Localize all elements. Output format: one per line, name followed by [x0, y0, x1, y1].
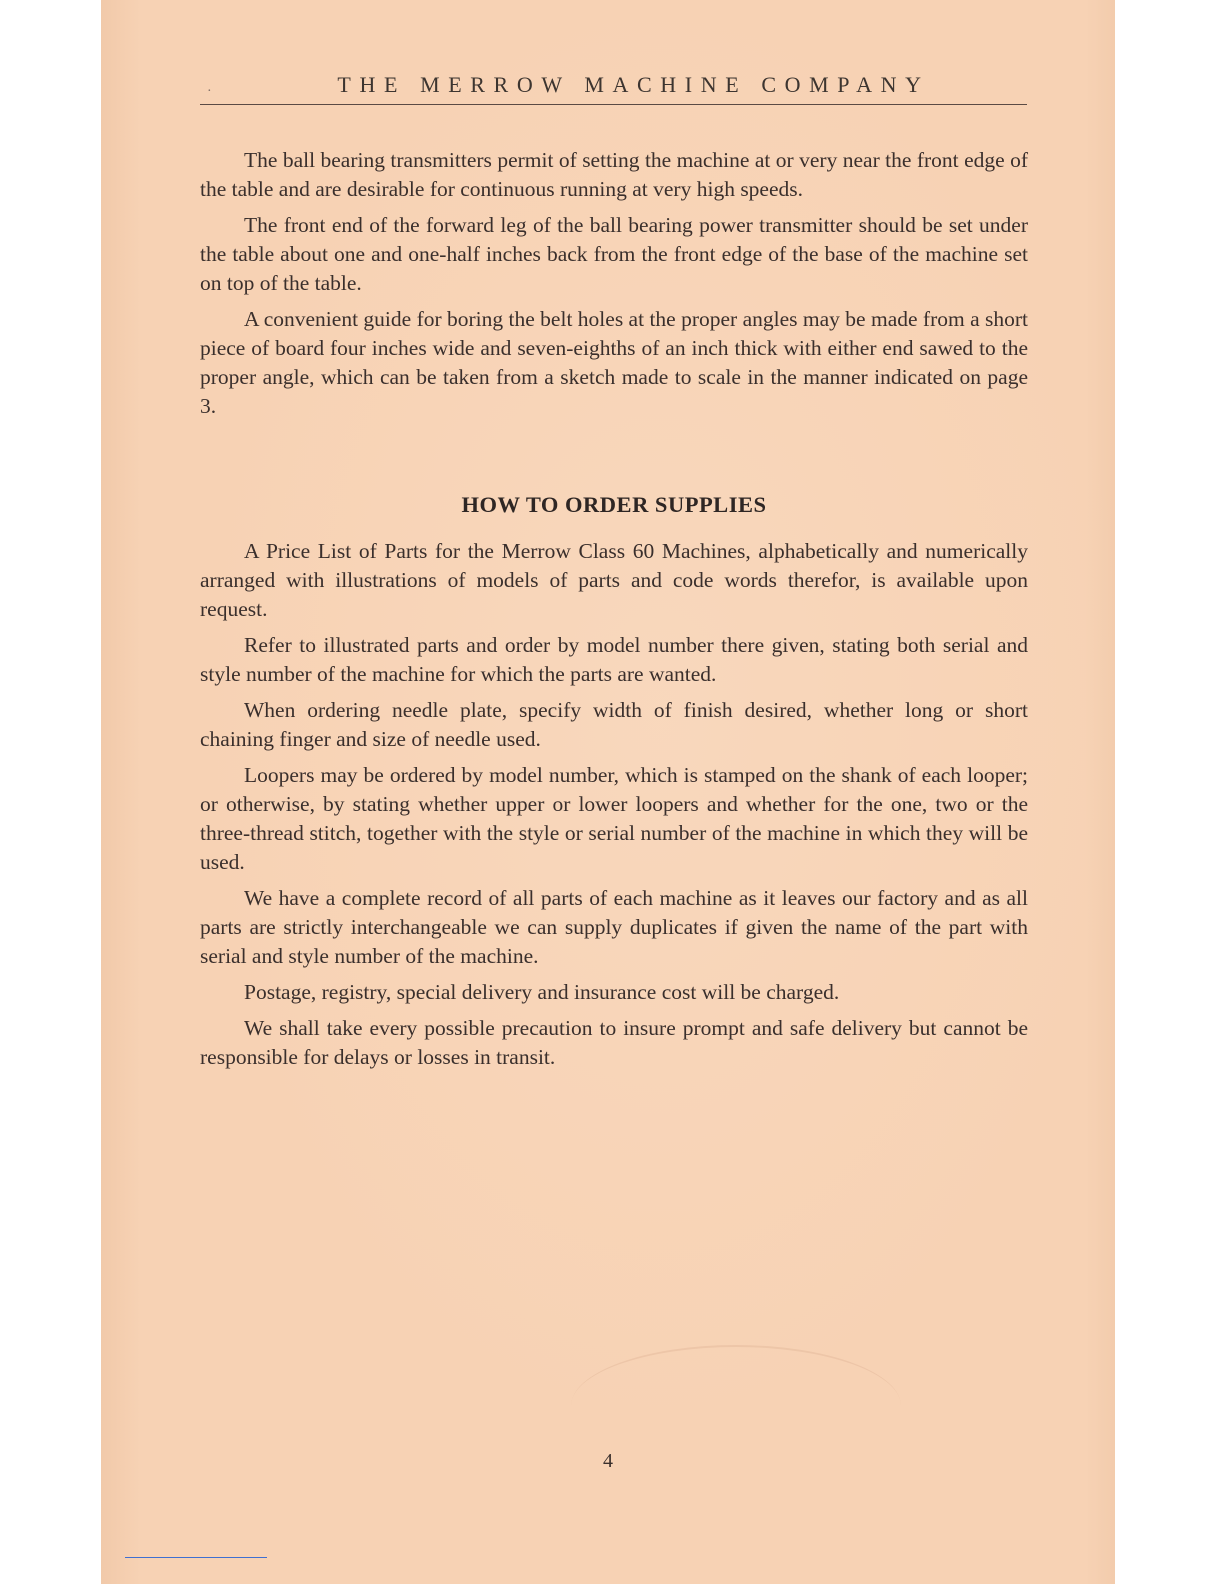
page-number: 4 — [603, 1450, 613, 1472]
paragraph: A convenient guide for boring the belt holes at the proper angles may be made from a short piece of board four inches wide and seven-eighths of an inch thick with either end sawed to the proper angle, which can be taken from a sketch made to scale in the manner indicated on page 3. — [200, 307, 1028, 418]
paragraph: When ordering needle plate, specify width of finish desired, whether long or short chaining finger and size of needle used. — [200, 698, 1028, 751]
header-mark: · — [207, 84, 212, 99]
section-text — [200, 537, 1028, 1079]
paragraph: We shall take every possible precaution to insure prompt and safe delivery but cannot be responsible for delays or losses in transit. — [200, 1016, 1028, 1069]
intro-text — [200, 146, 1028, 428]
selection-underline — [125, 1557, 267, 1558]
paragraph: A Price List of Parts for the Merrow Class 60 Machines, alphabetically and numerically arranged with illustrations of models of parts and code words therefor, is available upon request. — [200, 539, 1028, 621]
document-page — [101, 0, 1115, 1584]
paper-stain — [571, 1345, 901, 1467]
section-heading: HOW TO ORDER SUPPLIES — [461, 492, 767, 517]
paragraph: Refer to illustrated parts and order by model number there given, stating both serial and style number of the machine for which the parts are wanted. — [200, 633, 1028, 686]
header-title: THE MERROW MACHINE COMPANY — [337, 72, 930, 97]
paragraph: Loopers may be ordered by model number, which is stamped on the shank of each looper; or otherwise, by stating whether upper or lower loopers and whether for the one, two or the three-thread stitch, together with the style or serial number of the machine in which they will be used. — [200, 763, 1028, 874]
paragraph: The ball bearing transmitters permit of setting the machine at or very near the front edge of the table and are desirable for continuous running at very high speeds. — [200, 148, 1028, 201]
paragraph: We have a complete record of all parts of each machine as it leaves our factory and as all parts are strictly interchangeable we can supply duplicates if given the name of the part with serial and style number of the machine. — [200, 886, 1028, 968]
paragraph: The front end of the forward leg of the ball bearing power transmitter should be set under the table about one and one-half inches back from the front edge of the base of the machine set on top of the table. — [200, 213, 1028, 295]
running-header — [200, 70, 1027, 105]
paragraph: Postage, registry, special delivery and insurance cost will be charged. — [244, 980, 840, 1004]
